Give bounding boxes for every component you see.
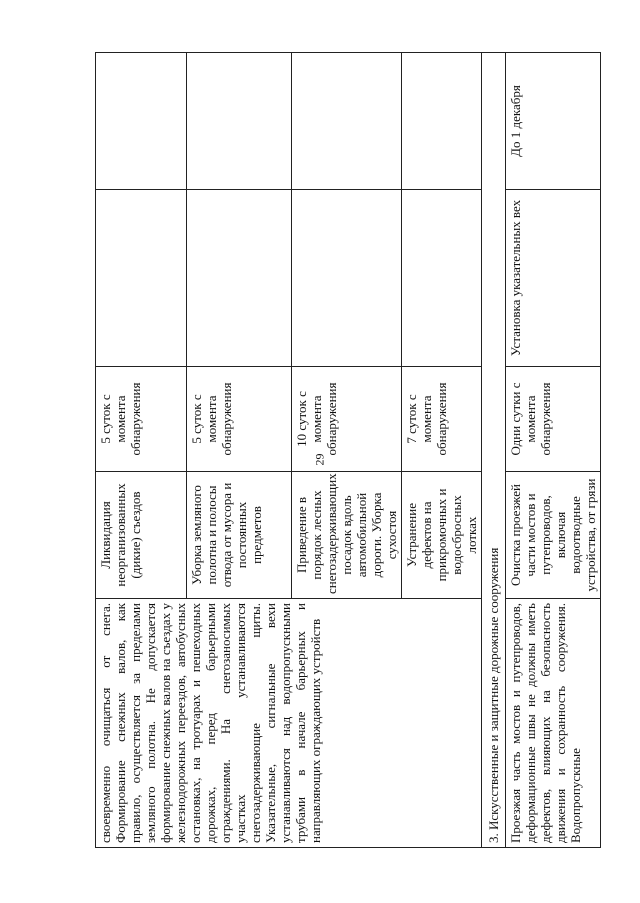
work-cell: Ликвидация неорганизованных (дикие) съездов <box>96 472 187 599</box>
deadline-cell: До 1 декабря <box>506 53 601 190</box>
empty-cell <box>402 190 482 367</box>
empty-cell <box>187 190 292 367</box>
requirement-cell: своевременно очищаться от снега. Формирование снежных валов, как правило, осуществляется за пределами земляного полотна. Не допускается формирование снежных валов на съездах у железнодорожных переездов, автобусных остановках, на тротуарах и пешеходных дорожках, перед барьерными ограждениями. На снегозаносимых участках устанавливаются снегозадерживающие щиты. Указательные, сигнальные вехи устанавливаются над водопропускными трубами в начале барьерных и направляющих ограждающих устройств <box>96 599 482 848</box>
maintenance-table <box>95 52 601 848</box>
page-number: 29 <box>312 453 327 466</box>
section-title: 3. Искусственные и защитные дорожные сооружения <box>482 53 506 848</box>
deadline-cell: 5 суток с момента обнаружения <box>187 367 292 472</box>
empty-cell <box>402 53 482 190</box>
empty-cell <box>96 190 187 367</box>
empty-cell <box>292 190 402 367</box>
work-cell: Устранение дефектов на прикромочных и водосбросных лотках <box>402 472 482 599</box>
empty-cell <box>96 53 187 190</box>
empty-cell <box>292 53 402 190</box>
deadline-cell: 7 суток с момента обнаружения <box>402 367 482 472</box>
deadline-cell: 5 суток с момента обнаружения <box>96 367 187 472</box>
table-row <box>96 53 187 848</box>
work-cell: Очистка проезжей части мостов и путепроводов, включая водоотводные устройства, от грязи <box>506 472 601 599</box>
requirement-cell: Проезжая часть мостов и путепроводов, деформационные швы не должны иметь дефектов, влияющих на безопасность движения и сохранность сооружения. Водопропускные <box>506 599 601 848</box>
rotated-table-container <box>95 58 615 848</box>
work-cell: Приведение в порядок лесных снегозадерживающих посадок вдоль автомобильной дороги. Уборка сухостоя <box>292 472 402 599</box>
empty-cell <box>187 53 292 190</box>
section-header-row <box>482 53 506 848</box>
deadline-cell: Одни сутки с момента обнаружения <box>506 367 601 472</box>
work-cell: Уборка земляного полотна и полосы отвода от мусора и постоянных предметов <box>187 472 292 599</box>
table-row <box>506 53 601 848</box>
work-cell: Установка указательных вех <box>506 190 601 367</box>
deadline-cell: 10 суток с момента обнаружения <box>292 367 402 472</box>
